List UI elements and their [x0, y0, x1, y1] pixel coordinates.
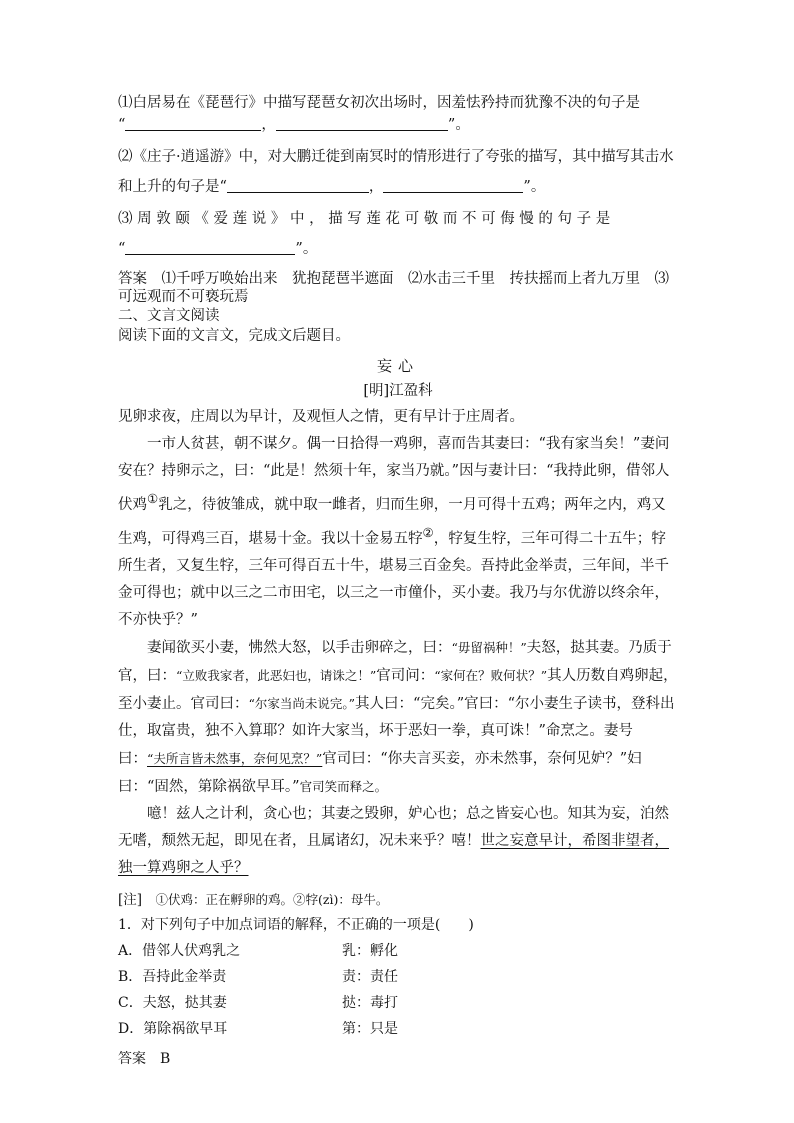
option-a[interactable]: A．借邻人伏鸡乳之 乳：孵化: [118, 942, 398, 959]
question-1-blanks: “ ， ”。: [118, 117, 470, 133]
question-answer: 答案 B: [118, 1050, 171, 1067]
answer-blank[interactable]: [276, 116, 448, 131]
passage-title: 妄心: [376, 357, 419, 375]
footnote-marker: ②: [422, 524, 434, 540]
passage-author: [明]江盈科: [363, 383, 433, 399]
answer-blank[interactable]: [125, 116, 261, 131]
answer-blank[interactable]: [383, 178, 523, 193]
question-2-text: ⑵《庄子·逍遥游》中，对大鹏迁徙到南冥时的情形进行了夸张的描写，其中描写其击水: [118, 149, 674, 165]
underlined-sentence: “夫所言皆未然事，奈何见烹？”: [147, 750, 323, 766]
passage-paragraph: 噫！兹人之计利，贪心也；其妻之毁卵，妒心也；总之皆妄心也。知其为妄，泊然无嗜，颓然无起，即见在者，且属诸幻，况未来乎？嘻！世之妄意早计，希图非望者，独一算鸡卵之人乎？: [118, 805, 669, 876]
document-body: [118, 92, 678, 1072]
passage-paragraph: 妻闻欲买小妻，怫然大怒，以手击卵碎之，曰：“毋留祸种！”夫怒，挞其妻。乃质于官，曰：“立败我家者，此恶妇也，请诛之！”官司问：“家何在？败何状？”其人历数自鸡卵起，至小妻止。官司曰：“尔家当尚未说完。”其人曰：“完矣。”官曰：“尔小妻生子读书，登科出仕，取富贵，独不入算耶？如许大家当，坏于恶妇一拳，真可诛！”命烹之。妻号曰：“夫所言皆未然事，奈何见烹？”官司曰：“你夫言买妾，亦未然事，奈何见妒？”妇曰：“固然，第除祸欲早耳。”官司笑而释之。: [118, 639, 678, 795]
passage-paragraph: 一市人贫甚，朝不谋夕。偶一日拾得一鸡卵，喜而告其妻曰：“我有家当矣！”妻问安在？持卵示之，曰：“此是！然须十年，家当乃就。”因与妻计曰：“我持此卵，借邻人伏鸡①乳之，待彼雏成，就中取一雌者，归而生卵，一月可得十五鸡；两年之内，鸡又生鸡，可得鸡三百，堪易十金。我以十金易五牸②，牸复生牸，三年可得二十五牛；牸所生者，又复生牸，三年可得百五十牛，堪易三百金矣。吾持此金举责，三年间，半千金可得也；就中以三之二市田宅，以三之一市僮仆，买小妻。我乃与尔优游以终余年，不亦快乎？”: [118, 436, 670, 628]
section-instruction: 阅读下面的文言文，完成文后题目。: [118, 328, 350, 344]
footnote-marker: ①: [147, 491, 159, 506]
dictation-answer: 答案 ⑴千呼万唤始出来 犹抱琵琶半遮面 ⑵水击三千里 抟扶摇而上者九万里 ⑶ 可远观而不可亵玩焉: [118, 271, 669, 305]
underlined-sentence: 世之妄意早计，希图非望者，独一算鸡卵之人乎？: [118, 832, 669, 876]
footnotes: [注] ①伏鸡：正在孵卵的鸡。②牸(zì)：母牛。: [118, 891, 389, 908]
answer-blank[interactable]: [125, 240, 295, 255]
section-heading: 二、文言文阅读: [118, 308, 220, 324]
passage-paragraph: 见卵求夜，庄周以为早计，及观恒人之情，更有早计于庄周者。: [118, 409, 524, 425]
question-3-text: ⑶ 周 敦 颐 《 爱 莲 说 》 中 ， 描 写 莲 花 可 敬 而 不 可 侮 慢 的 句 子 是: [118, 211, 611, 227]
question-stem: 1．对下列句子中加点词语的解释，不正确的一项是( ): [118, 916, 474, 933]
question-2-blanks: 和上升的句子是“ ， ”。: [118, 179, 546, 195]
option-d[interactable]: D．第除祸欲早耳 第：只是: [118, 1020, 398, 1037]
answer-blank[interactable]: [227, 178, 369, 193]
option-b[interactable]: B．吾持此金举责 责：责任: [118, 968, 398, 985]
question-3-blanks: “ ”。: [118, 241, 318, 257]
question-1-text: ⑴白居易在《琵琶行》中描写琵琶女初次出场时，因羞怯矜持而犹豫不决的句子是: [118, 95, 640, 111]
option-c[interactable]: C．夫怒，挞其妻 挞：毒打: [118, 994, 398, 1011]
